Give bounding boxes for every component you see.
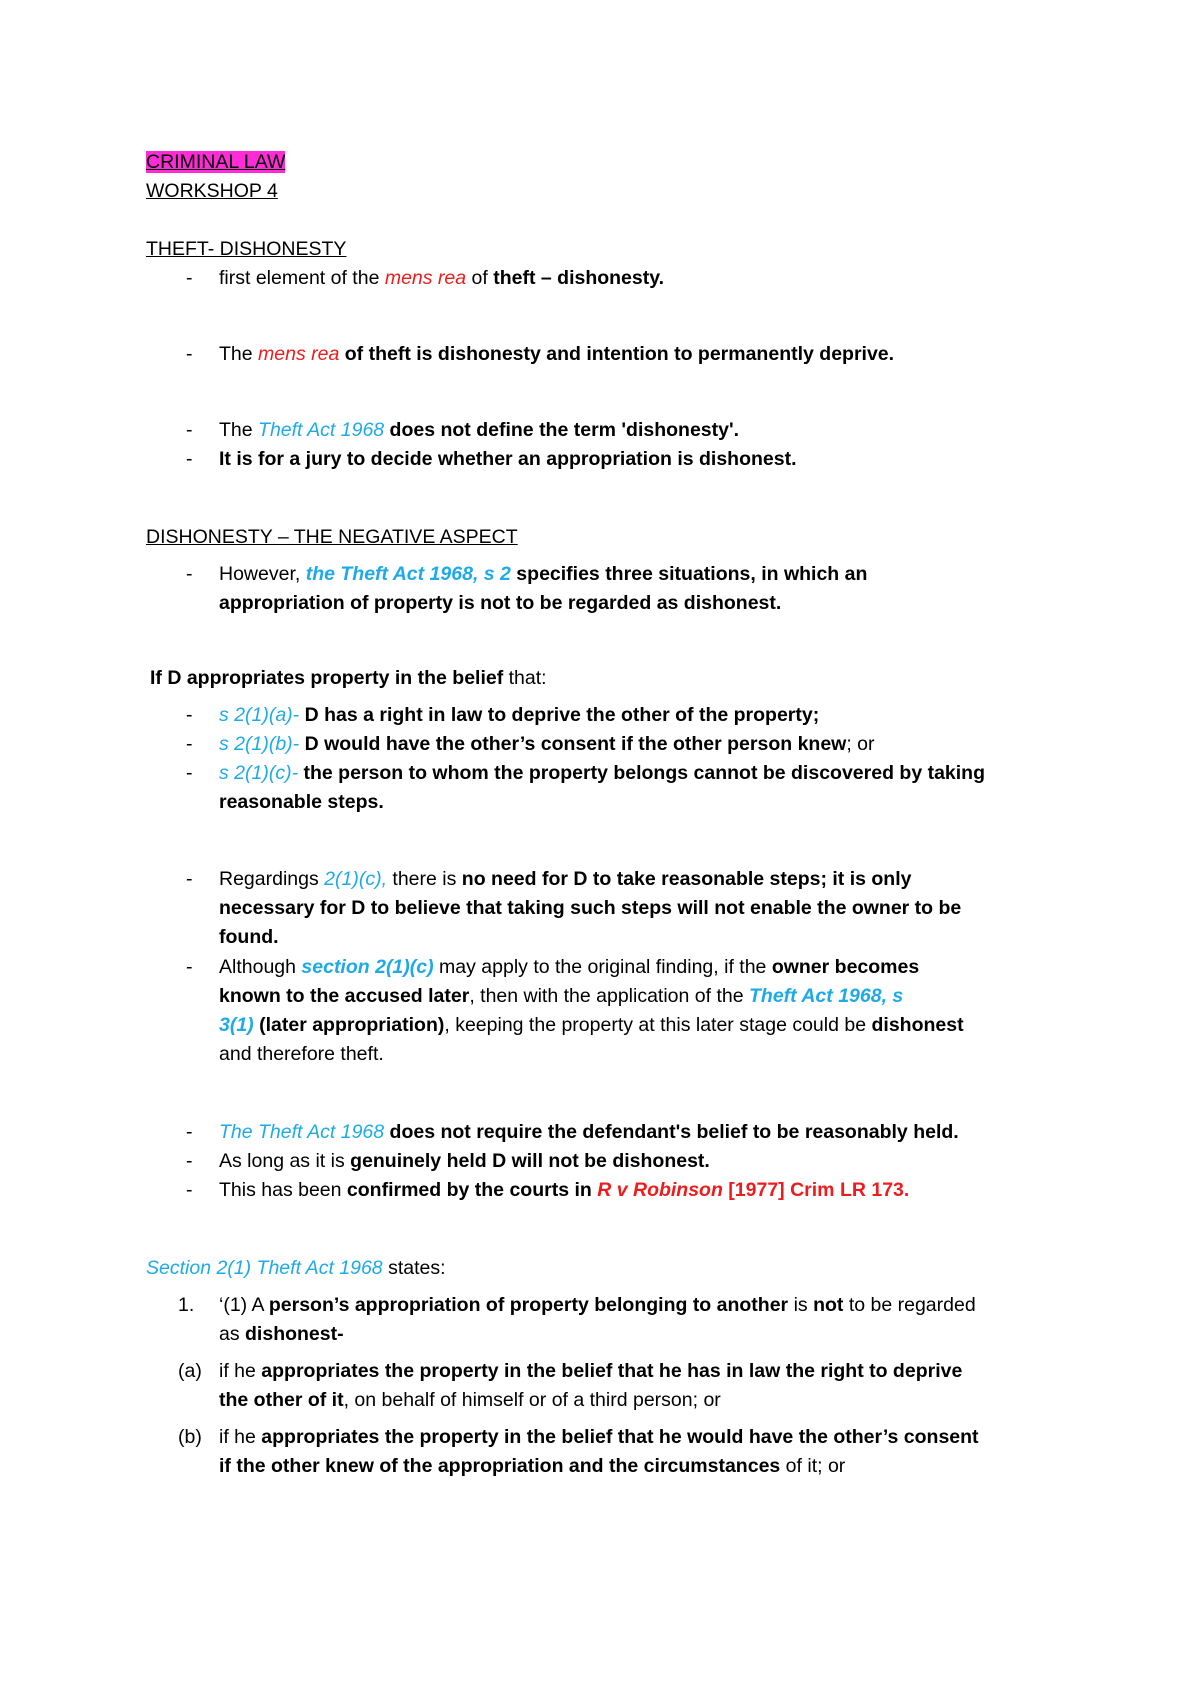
section-heading-negative-aspect: DISHONESTY – THE NEGATIVE ASPECT (146, 526, 518, 548)
bullet-owner-known-later: Although section 2(1)(c) may apply to the original finding, if the owner becomes (219, 956, 920, 978)
numbered-marker-1: 1. (178, 1294, 195, 1316)
bullet-marker: - (186, 419, 193, 441)
bullet-owner-known-later-cont-2: 3(1) (later appropriation), keeping the property at this later stage could be dishonest (219, 1014, 964, 1036)
statute-clause-a-cont: the other of it, on behalf of himself or of a third person; or (219, 1389, 721, 1411)
bullet-no-need-cont-1: necessary for D to believe that taking such steps will not enable the owner to be (219, 897, 962, 919)
bullet-mens-rea-definition: The mens rea of theft is dishonesty and intention to permanently deprive. (219, 343, 895, 365)
statute-clause-1-cont: as dishonest- (219, 1323, 344, 1345)
bullet-r-v-robinson: This has been confirmed by the courts in R v Robinson [1977] Crim LR 173. (219, 1179, 910, 1201)
situation-2-1-c-cont: reasonable steps. (219, 791, 384, 813)
statute-clause-b: if he appropriates the property in the belief that he would have the other’s consent (219, 1426, 979, 1448)
statute-clause-b-cont: if the other knew of the appropriation and the circumstances of it; or (219, 1455, 846, 1477)
situation-2-1-b: s 2(1)(b)- D would have the other’s consent if the other person knew; or (219, 733, 875, 755)
bullet-owner-known-later-cont-1: known to the accused later, then with the application of the Theft Act 1968, s (219, 985, 904, 1007)
bullet-marker: - (186, 267, 193, 289)
statute-clause-1: ‘(1) A person’s appropriation of property belonging to another is not to be regarded (219, 1294, 976, 1316)
clause-marker-b: (b) (178, 1426, 202, 1448)
situation-2-1-c: s 2(1)(c)- the person to whom the property belongs cannot be discovered by taking (219, 762, 986, 784)
bullet-marker: - (186, 1179, 193, 1201)
bullet-genuinely-held: As long as it is genuinely held D will not be dishonest. (219, 1150, 710, 1172)
bullet-jury: It is for a jury to decide whether an appropriation is dishonest. (219, 448, 797, 470)
bullet-three-situations-cont: appropriation of property is not to be regarded as dishonest. (219, 592, 782, 614)
bullet-marker: - (186, 733, 193, 755)
belief-intro: If D appropriates property in the belief that: (150, 667, 547, 689)
bullet-no-need-cont-2: found. (219, 926, 279, 948)
bullet-belief-not-reasonable: The Theft Act 1968 does not require the defendant's belief to be reasonably held. (219, 1121, 959, 1143)
bullet-marker: - (186, 956, 193, 978)
document-subtitle: WORKSHOP 4 (146, 180, 278, 202)
bullet-marker: - (186, 448, 193, 470)
situation-2-1-a: s 2(1)(a)- D has a right in law to deprive the other of the property; (219, 704, 820, 726)
bullet-marker: - (186, 343, 193, 365)
bullet-marker: - (186, 563, 193, 585)
statute-clause-a: if he appropriates the property in the belief that he has in law the right to deprive (219, 1360, 963, 1382)
bullet-marker: - (186, 868, 193, 890)
bullet-no-need-reasonable-steps: Regardings 2(1)(c), there is no need for D to take reasonable steps; it is only (219, 868, 912, 890)
bullet-three-situations: However, the Theft Act 1968, s 2 specifies three situations, in which an (219, 563, 868, 585)
bullet-owner-known-later-cont-3: and therefore theft. (219, 1043, 384, 1065)
bullet-marker: - (186, 1121, 193, 1143)
bullet-not-defined: The Theft Act 1968 does not define the term 'dishonesty'. (219, 419, 740, 441)
bullet-marker: - (186, 1150, 193, 1172)
clause-marker-a: (a) (178, 1360, 202, 1382)
bullet-first-element: first element of the mens rea of theft – dishonesty. (219, 267, 665, 289)
bullet-marker: - (186, 762, 193, 784)
bullet-marker: - (186, 704, 193, 726)
section-heading-theft-dishonesty: THEFT- DISHONESTY (146, 238, 347, 260)
section-2-1-heading: Section 2(1) Theft Act 1968 states: (146, 1257, 446, 1279)
document-title: CRIMINAL LAW (146, 151, 286, 173)
